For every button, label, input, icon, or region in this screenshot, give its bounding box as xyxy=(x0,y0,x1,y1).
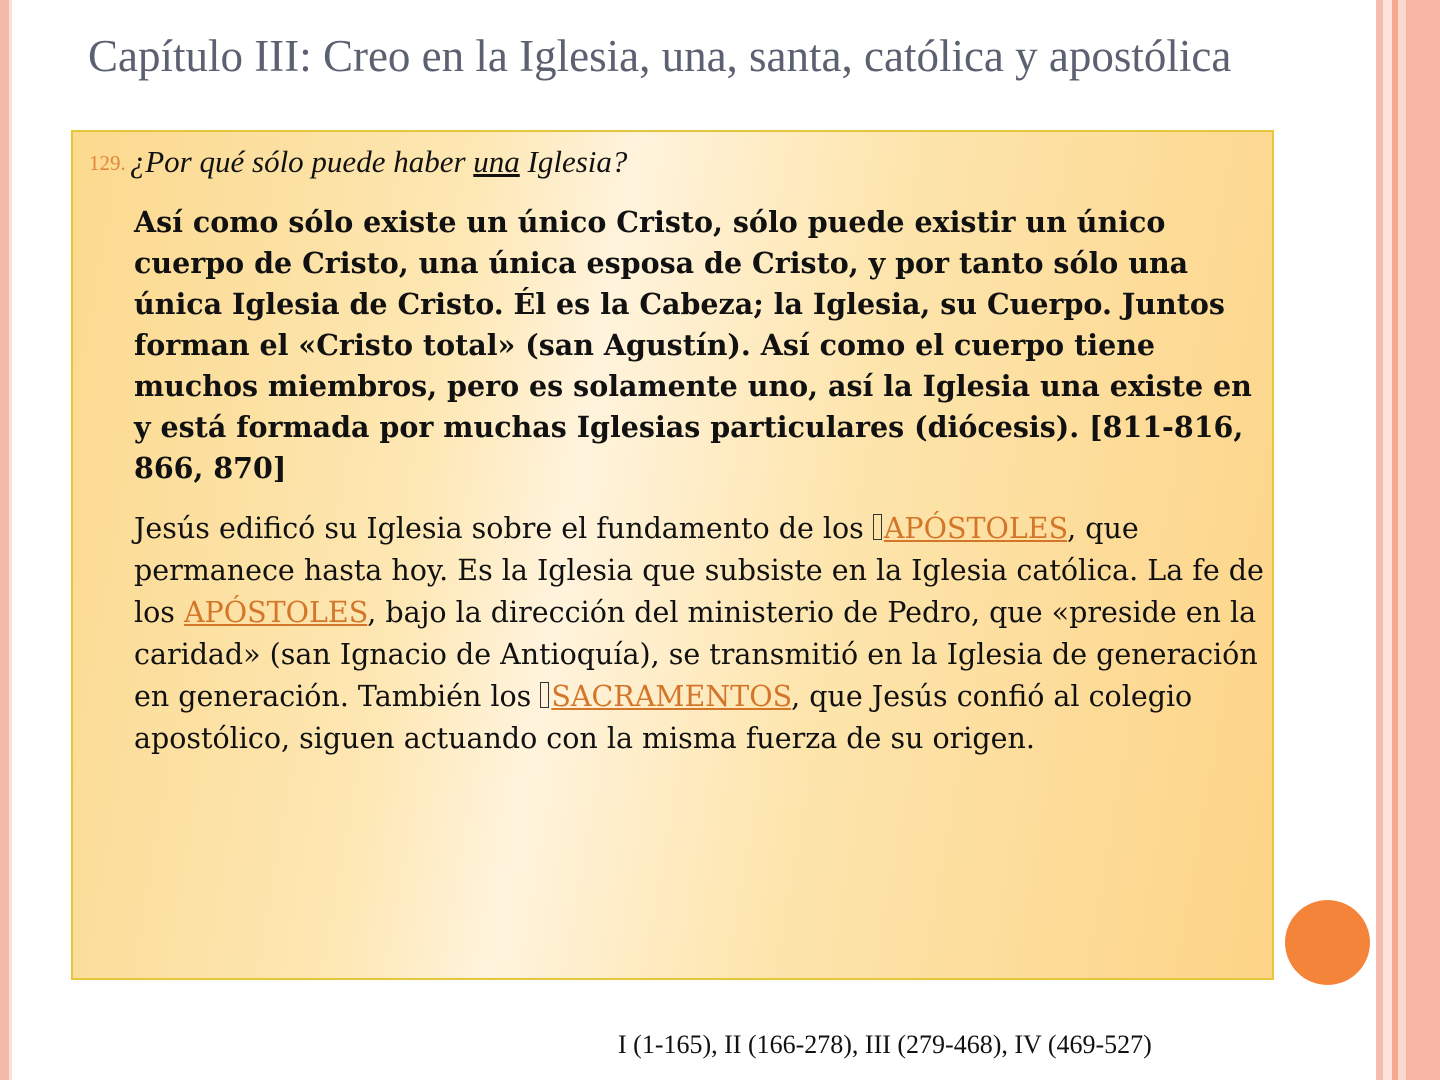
footer-references: I (1-165), II (166-278), III (279-468), IV (469-527) xyxy=(618,1030,1152,1059)
left-border-strip-light xyxy=(9,0,12,1080)
left-border-strip xyxy=(0,0,9,1080)
content-box xyxy=(71,130,1274,980)
right-border-strip xyxy=(1383,0,1392,1080)
question xyxy=(89,144,1269,180)
question-text xyxy=(130,144,628,179)
answer-detail-part1: Jesús edificó su Iglesia sobre el fundamento de los xyxy=(134,512,873,545)
right-border-strip xyxy=(1398,0,1406,1080)
answer-detail-part4: , que Jesús confió al colegio apostólico, siguen actuando con la misma fuerza de su origen. xyxy=(134,680,1193,755)
answer-detail-part3: , bajo la dirección del ministerio de Pedro, que «preside en la caridad» (san Ignacio de Antioquía), se transmitió en la Iglesia de generación en generación. También los xyxy=(134,596,1258,713)
question-text-underlined: una xyxy=(473,144,520,179)
question-text-after: Iglesia? xyxy=(519,144,628,179)
sacramentos-link[interactable]: SACRAMENTOS xyxy=(551,680,792,713)
cross-reference-icon xyxy=(873,514,882,540)
answer-detail xyxy=(134,508,1274,760)
question-text-before: ¿Por qué sólo puede haber xyxy=(129,144,474,179)
slide-title: Capítulo III: Creo en la Iglesia, una, santa, católica y apostólica xyxy=(88,31,1232,81)
answer-detail-part2: , que permanece hasta hoy. Es la Iglesia que subsiste en la Iglesia católica. La fe de los xyxy=(134,512,1264,629)
decorative-circle xyxy=(1285,900,1370,985)
apostoles-link-2[interactable]: APÓSTOLES xyxy=(183,596,368,629)
question-number: 129. xyxy=(89,151,126,175)
right-border-strip xyxy=(1376,0,1383,1080)
right-border-strip xyxy=(1406,0,1440,1080)
cross-reference-icon xyxy=(540,682,549,708)
answer-summary: Así como sólo existe un único Cristo, sólo puede existir un único cuerpo de Cristo, una única esposa de Cristo, y por tanto sólo una única Iglesia de Cristo. Él es la Cabeza; la Iglesia, su Cuerpo. Juntos forman el «Cristo total» (san Agustín). Así como el cuerpo tiene muchos miembros, pero es solamente uno, así la Iglesia una existe en y está formada por muchas Iglesias particulares (diócesis). [811-816, 866, 870] xyxy=(134,205,1252,485)
apostoles-link[interactable]: APÓSTOLES xyxy=(883,512,1068,545)
